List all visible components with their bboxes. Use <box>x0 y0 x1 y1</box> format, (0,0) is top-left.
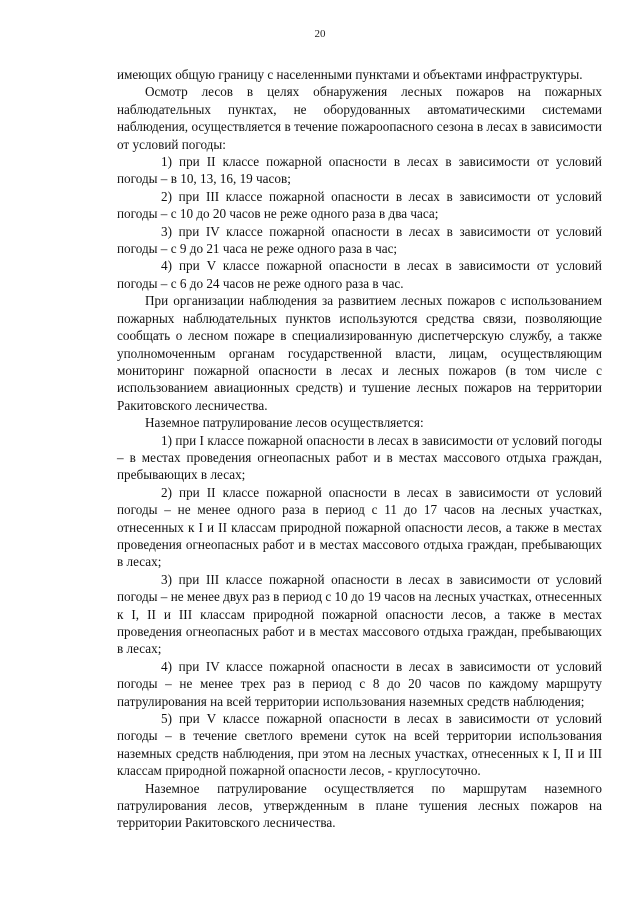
paragraph-patrol-routes: Наземное патрулирование осуществляется по маршрутам наземного патрулирования лесов, утвержденным в плане тушения лесных пожаров на территории Ракитовского лесничества. <box>117 780 602 831</box>
list-item-inspection-class-3: 2) при III классе пожарной опасности в лесах в зависимости от условий погоды – с 10 до 20 часов не реже одного раза в два часа; <box>117 188 602 222</box>
list-item-inspection-class-4: 3) при IV классе пожарной опасности в лесах в зависимости от условий погоды – с 9 до 21 часа не реже одного раза в час; <box>117 223 602 257</box>
list-item-patrol-class-4: 4) при IV классе пожарной опасности в лесах в зависимости от условий погоды – не менее трех раз в период с 8 до 20 часов по каждому маршруту патрулирования на всей территории использования наземных средств наблюдения; <box>117 658 602 709</box>
list-item-patrol-class-1: 1) при I классе пожарной опасности в лесах в зависимости от условий погоды – в местах проведения огнеопасных работ и в местах массового отдыха граждан, пребывающих в лесах; <box>117 432 602 483</box>
list-item-inspection-class-2: 1) при II классе пожарной опасности в лесах в зависимости от условий погоды – в 10, 13, 16, 19 часов; <box>117 154 602 187</box>
paragraph-continuation: имеющих общую границу с населенными пунктами и объектами инфраструктуры. <box>117 67 583 82</box>
document-body <box>117 66 602 832</box>
list-item-inspection-class-5: 4) при V классе пожарной опасности в лесах в зависимости от условий погоды – с 6 до 24 часов не реже одного раза в час. <box>117 258 602 291</box>
list-item-patrol-class-2: 2) при II классе пожарной опасности в лесах в зависимости от условий погоды – не менее одного раза в период с 11 до 17 часов на лесных участках, отнесенных к I и II классам природной пожарной опасности лесов, а также в местах проведения огнеопасных работ и в местах массового отдыха граждан, пребывающих в лесах; <box>117 484 602 570</box>
paragraph-patrol-intro: Наземное патрулирование лесов осуществляется: <box>145 415 424 431</box>
paragraph-inspection-intro: Осмотр лесов в целях обнаружения лесных пожаров на пожарных наблюдательных пунктах, не оборудованных автоматическими системами наблюдения, осуществляется в течение пожароопасного сезона в лесах в зависимости от условий погоды: <box>117 84 602 152</box>
page-number: 20 <box>314 28 326 40</box>
list-item-patrol-class-3: 3) при III классе пожарной опасности в лесах в зависимости от условий погоды – не менее двух раз в период с 10 до 19 часов на лесных участках, отнесенных к I, II и III классам природной пожарной опасности лесов, а также в местах проведения огнеопасных работ и в местах массового отдыха граждан, пребывающих в лесах; <box>117 571 603 657</box>
paragraph-communication: При организации наблюдения за развитием лесных пожаров с использованием пожарных наблюдательных пунктов используются средства связи, позволяющие сообщать о лесном пожаре в специализированную диспетчерскую службу, а также уполномоченным органам государственной власти, лицам, осуществляющим мониторинг пожарной опасности в лесах и лесных пожаров (в том числе с использованием авиационных средств) и тушение лесных пожаров на территории Ракитовского лесничества. <box>117 293 602 413</box>
list-item-patrol-class-5: 5) при V классе пожарной опасности в лесах в зависимости от условий погоды – в течение светлого времени суток на всей территории использования наземных средств наблюдения, при этом на лесных участках, отнесенных к I, II и III классам природной пожарной опасности лесов, - круглосуточно. <box>117 711 602 779</box>
